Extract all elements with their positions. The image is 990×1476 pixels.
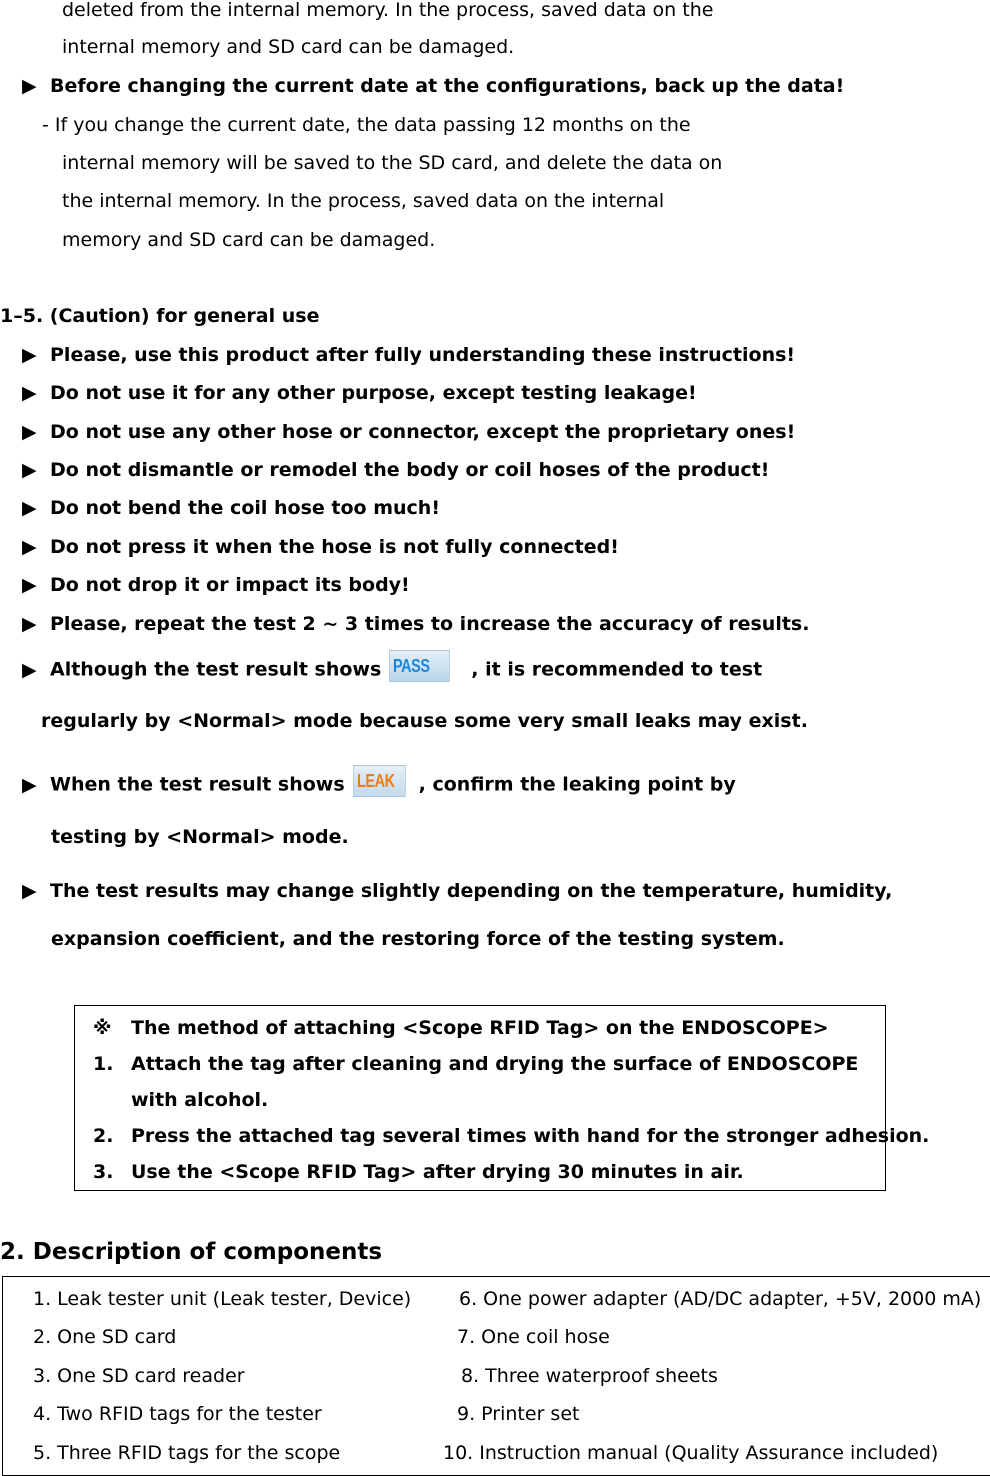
component-item-left: 3. One SD card reader: [33, 1365, 245, 1387]
arrow-icon: ▶: [22, 382, 37, 404]
backup-warning-heading: [22, 74, 844, 98]
component-item-right: 8. Three waterproof sheets: [461, 1365, 718, 1387]
caution-bullet-text: Do not drop it or impact its body!: [50, 574, 410, 596]
leak-result-bullet: [22, 769, 736, 801]
arrow-icon: ▶: [22, 536, 37, 558]
components-table: [2, 1276, 990, 1476]
caution-bullet-text: Do not dismantle or remodel the body or coil hoses of the product!: [50, 459, 770, 481]
caution-bullet: [22, 496, 440, 520]
caution-bullet: [22, 573, 410, 597]
arrow-icon: ▶: [22, 344, 37, 366]
note-mark: ※: [93, 1017, 112, 1039]
caution-bullet: [22, 535, 619, 559]
component-item-right: 7. One coil hose: [457, 1326, 610, 1348]
intro-text-line-1: deleted from the internal memory. In the process, saved data on the: [62, 0, 714, 21]
section-caution-title: 1–5. (Caution) for general use: [0, 305, 320, 327]
leak-text-before: When the test result shows: [50, 773, 345, 796]
component-item-right: 10. Instruction manual (Quality Assurance included): [443, 1442, 939, 1464]
caution-bullet-text: Do not bend the coil hose too much!: [50, 497, 440, 519]
note-item-text: Press the attached tag several times with hand for the stronger adhesion.: [131, 1125, 930, 1147]
arrow-icon: ▶: [22, 421, 37, 443]
intro-text-line-2: internal memory and SD card can be damaged.: [62, 36, 515, 58]
caution-bullet: [22, 343, 795, 367]
leak-badge: LEAK: [353, 765, 406, 797]
pass-text-before: Although the test result shows: [50, 658, 382, 681]
leak-text-after: , confirm the leaking point by: [418, 773, 736, 796]
note-item-text: Attach the tag after cleaning and drying the surface of ENDOSCOPE: [131, 1053, 859, 1075]
arrow-icon: ▶: [22, 880, 37, 902]
arrow-icon: ▶: [22, 459, 37, 481]
component-item-left: 2. One SD card: [33, 1326, 177, 1348]
component-item-left: 4. Two RFID tags for the tester: [33, 1403, 322, 1425]
caution-bullet-text: Do not use any other hose or connector, except the proprietary ones!: [50, 421, 796, 443]
pass-result-continuation: regularly by <Normal> mode because some very small leaks may exist.: [41, 710, 808, 732]
caution-bullet-text: Please, repeat the test 2 ~ 3 times to increase the accuracy of results.: [50, 613, 810, 635]
component-item-left: 1. Leak tester unit (Leak tester, Device): [33, 1288, 412, 1310]
component-item-right: 9. Printer set: [457, 1403, 580, 1425]
backup-detail-line-2: internal memory will be saved to the SD card, and delete the data on: [62, 152, 723, 174]
rfid-attach-note-box: [74, 1005, 930, 1191]
backup-detail-line-3: the internal memory. In the process, saved data on the internal: [62, 190, 665, 212]
test-results-continuation: expansion coefficient, and the restoring force of the testing system.: [51, 928, 785, 950]
note-item: [93, 1052, 858, 1076]
note-title: [93, 1016, 829, 1040]
arrow-icon: ▶: [22, 613, 37, 635]
component-item-left: 5. Three RFID tags for the scope: [33, 1442, 341, 1464]
arrow-icon: ▶: [22, 574, 37, 596]
leak-result-continuation: testing by <Normal> mode.: [51, 826, 349, 848]
backup-detail-line-4: memory and SD card can be damaged.: [62, 229, 436, 251]
caution-bullet-text: Do not use it for any other purpose, except testing leakage!: [50, 382, 697, 404]
caution-bullet: [22, 381, 697, 405]
arrow-icon: ▶: [22, 75, 37, 97]
caution-bullet: [22, 612, 809, 636]
note-item: [93, 1160, 744, 1184]
caution-bullet: [22, 458, 769, 482]
arrow-icon: ▶: [22, 497, 37, 519]
arrow-icon: ▶: [22, 773, 37, 796]
pass-text-after: , it is recommended to test: [471, 658, 763, 681]
caution-bullet-text: Please, use this product after fully understanding these instructions!: [50, 344, 796, 366]
test-results-bullet: [22, 879, 892, 903]
test-results-text: The test results may change slightly depending on the temperature, humidity,: [50, 880, 893, 902]
components-title: 2. Description of components: [0, 1239, 383, 1265]
note-item-text: Use the <Scope RFID Tag> after drying 30 minutes in air.: [131, 1161, 744, 1183]
note-title-text: The method of attaching <Scope RFID Tag> on the ENDOSCOPE>: [131, 1017, 829, 1039]
caution-bullet: [22, 420, 795, 444]
caution-bullet-text: Do not press it when the hose is not fully connected!: [50, 536, 619, 558]
note-item-number: 1.: [93, 1053, 114, 1075]
arrow-icon: ▶: [22, 658, 37, 681]
note-item-number: 3.: [93, 1161, 114, 1183]
pass-result-bullet: [22, 654, 762, 686]
note-item-number: 2.: [93, 1125, 114, 1147]
backup-detail-line-1: - If you change the current date, the data passing 12 months on the: [42, 114, 691, 136]
backup-warning-text: Before changing the current date at the configurations, back up the data!: [50, 75, 845, 97]
note-item: [93, 1124, 929, 1148]
note-item-continuation: with alcohol.: [131, 1089, 269, 1111]
pass-badge: PASS: [389, 650, 450, 682]
component-item-right: 6. One power adapter (AD/DC adapter, +5V, 2000 mA): [459, 1288, 982, 1310]
